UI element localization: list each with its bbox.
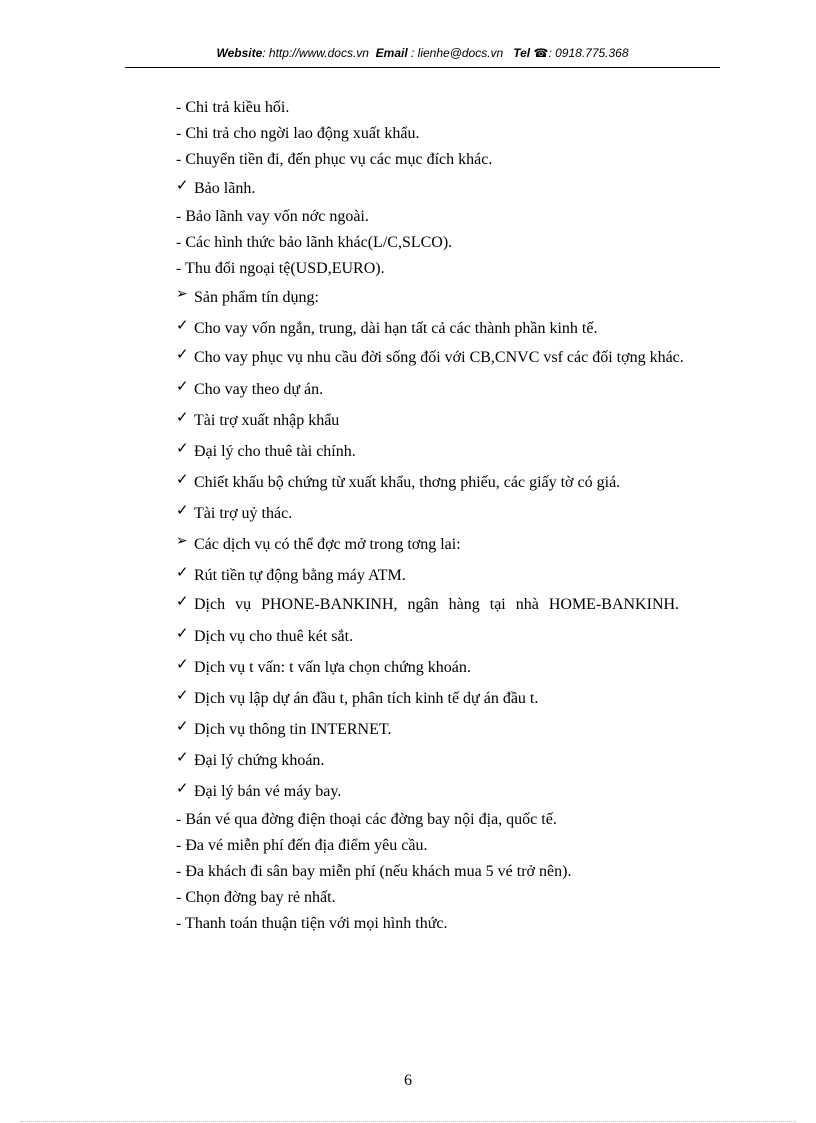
arrow-bullet-icon: ➢ xyxy=(176,286,188,302)
item-text: Dịch vụ PHONE-BANKINH, ngân hàng tại nhà HOME-BANKINH. xyxy=(194,596,680,613)
item-text: Đại lý chứng khoán. xyxy=(194,752,325,769)
check-icon: ✓ xyxy=(176,563,189,581)
text-line: - Chuyển tiền đi, đến phục vụ các mục đích khác. xyxy=(176,151,493,168)
item-text: Tài trợ xuất nhập khẩu xyxy=(194,412,340,429)
text-line: - Các hình thức bảo lãnh khác(L/C,SLCO). xyxy=(176,234,453,251)
check-icon: ✓ xyxy=(176,686,189,704)
check-item xyxy=(129,745,717,776)
phone-icon: ☎ xyxy=(533,46,549,60)
website-value: : http://www.docs.vn xyxy=(262,46,369,60)
check-icon: ✓ xyxy=(176,408,189,426)
header-rule xyxy=(125,67,720,68)
check-item xyxy=(129,560,717,591)
item-text: Các dịch vụ có thể đợc mở trong tơng lai: xyxy=(194,536,461,553)
arrow-bullet-icon: ➢ xyxy=(176,533,188,549)
item-text: Đại lý bán vé máy bay. xyxy=(194,783,342,800)
check-icon: ✓ xyxy=(176,592,189,610)
email-value: : lienhe@docs.vn xyxy=(411,46,504,60)
check-icon: ✓ xyxy=(176,470,189,488)
email-label: Email xyxy=(375,46,408,60)
item-text: Dịch vụ thông tin INTERNET. xyxy=(194,721,392,738)
text-line: - Đa vé miễn phí đến địa điểm yêu cầu. xyxy=(176,837,428,854)
text-line: - Bán vé qua đờng điện thoại các đờng bay nội địa, quốc tế. xyxy=(176,811,557,828)
check-item xyxy=(129,621,717,652)
item-text: Cho vay phục vụ nhu cầu đời sống đối với CB,CNVC vsf các đối tợng khác. xyxy=(194,349,684,366)
check-icon: ✓ xyxy=(176,717,189,735)
item-text: Dịch vụ cho thuê két sắt. xyxy=(194,628,354,645)
tel-label: Tel xyxy=(513,46,531,60)
check-icon: ✓ xyxy=(176,748,189,766)
item-text: Bảo lãnh. xyxy=(194,180,256,197)
item-text: Dịch vụ t vấn: t vấn lựa chọn chứng khoán. xyxy=(194,659,471,676)
text-line: - Bảo lãnh vay vốn nớc ngoài. xyxy=(176,208,369,225)
item-text: Đại lý cho thuê tài chính. xyxy=(194,443,356,460)
tel-value: : 0918.775.368 xyxy=(548,46,629,60)
check-icon: ✓ xyxy=(176,377,189,395)
check-icon: ✓ xyxy=(176,624,189,642)
item-text: Dịch vụ lập dự án đầu t, phân tích kinh tế dự án đầu t. xyxy=(194,690,539,707)
item-text: Cho vay vốn ngắn, trung, dài hạn tất cả các thành phần kinh tế. xyxy=(194,320,598,337)
text-line: - Chọn đờng bay rẻ nhất. xyxy=(176,889,336,906)
item-text: Cho vay theo dự án. xyxy=(194,381,324,398)
check-icon: ✓ xyxy=(176,655,189,673)
check-paragraph xyxy=(129,591,717,618)
check-item xyxy=(129,374,717,405)
arrow-item xyxy=(129,282,717,313)
item-text: Chiết khấu bộ chứng từ xuất khẩu, thơng phiếu, các giấy tờ có giá. xyxy=(194,474,621,491)
check-item xyxy=(129,714,717,745)
check-item xyxy=(129,313,717,344)
page-header xyxy=(125,46,720,60)
check-item xyxy=(129,405,717,436)
item-text: Tài trợ uỷ thác. xyxy=(194,505,293,522)
check-icon: ✓ xyxy=(176,316,189,334)
check-item xyxy=(129,683,717,714)
check-item xyxy=(129,467,717,498)
page-number: 6 xyxy=(404,1072,412,1089)
check-item xyxy=(129,173,717,204)
arrow-item xyxy=(129,529,717,560)
text-line: - Đa khách đi sân bay miễn phí (nếu khách mua 5 vé trở nên). xyxy=(176,863,572,880)
check-icon: ✓ xyxy=(176,176,189,194)
text-line: - Chi trả kiều hối. xyxy=(176,99,290,116)
website-label: Website xyxy=(216,46,263,60)
check-icon: ✓ xyxy=(176,501,189,519)
text-line: - Chi trả cho ngời lao động xuất khẩu. xyxy=(176,125,420,142)
document-body xyxy=(129,95,717,937)
check-item xyxy=(129,776,717,807)
check-icon: ✓ xyxy=(176,439,189,457)
text-line: - Thanh toán thuận tiện với mọi hình thức. xyxy=(176,915,448,932)
check-icon: ✓ xyxy=(176,345,189,363)
item-text: Rút tiền tự động bằng máy ATM. xyxy=(194,567,406,584)
text-line: - Thu đổi ngoại tệ(USD,EURO). xyxy=(176,260,385,277)
check-icon: ✓ xyxy=(176,779,189,797)
check-item xyxy=(129,436,717,467)
page-bottom-border xyxy=(20,1121,796,1122)
item-text: Sản phẩm tín dụng: xyxy=(194,289,319,306)
check-item xyxy=(129,498,717,529)
check-paragraph xyxy=(129,344,717,371)
check-item xyxy=(129,652,717,683)
